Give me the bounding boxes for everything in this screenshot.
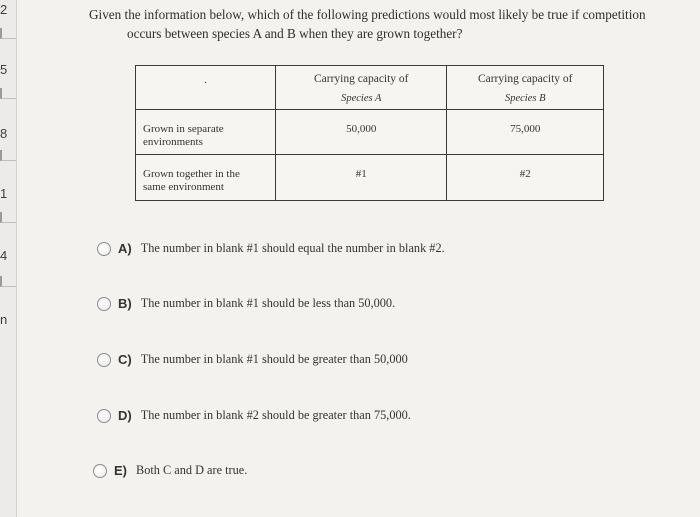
- cell-blank-2: #2: [447, 155, 604, 201]
- header-b-label: Carrying capacity of: [477, 73, 573, 85]
- option-letter: A): [118, 241, 132, 256]
- option-letter: E): [114, 463, 127, 478]
- question-line-1: Given the information below, which of the following predictions would most likely be true if competition: [89, 7, 646, 22]
- option-text: Both C and D are true.: [136, 463, 248, 477]
- question-text: [89, 5, 689, 43]
- corner-dot: ·: [203, 77, 208, 89]
- cell-blank-1: #1: [276, 155, 447, 201]
- row-label-line-1: Grown together in the: [143, 168, 240, 180]
- row-label-line-2: same environment: [143, 181, 224, 193]
- row-label-separate: [136, 110, 276, 155]
- row-label-line-2: environments: [143, 136, 203, 148]
- option-letter: D): [118, 408, 132, 423]
- header-b-species: Species B: [504, 93, 546, 104]
- header-a-label: Carrying capacity of: [314, 73, 409, 85]
- row-label-line-1: Grown in separate: [143, 123, 224, 135]
- cell-species-a-separate: 50,000: [276, 110, 447, 155]
- header-species-a: [276, 66, 447, 110]
- row-label-together: [136, 155, 276, 201]
- radio-button-icon[interactable]: [97, 242, 111, 256]
- table-row: [136, 155, 604, 201]
- carrying-capacity-table: [135, 65, 604, 201]
- table-corner-cell: [136, 66, 276, 110]
- radio-button-icon[interactable]: [97, 297, 111, 311]
- option-letter: C): [118, 352, 132, 367]
- option-text: The number in blank #1 should be greater than 50,000: [140, 352, 408, 366]
- cell-species-b-separate: 75,000: [447, 110, 604, 155]
- radio-button-icon[interactable]: [97, 353, 111, 367]
- answer-option-a[interactable]: [97, 241, 445, 256]
- rail-tick: [0, 212, 16, 223]
- answer-option-c[interactable]: [97, 352, 408, 367]
- rail-tick: [0, 88, 16, 99]
- radio-button-icon[interactable]: [97, 409, 111, 423]
- rail-tick: [0, 276, 16, 287]
- answer-option-b[interactable]: [97, 296, 395, 311]
- rail-number: 2: [0, 2, 8, 17]
- header-species-b: [447, 66, 604, 110]
- answer-option-d[interactable]: [97, 408, 411, 423]
- rail-tick: [0, 150, 16, 161]
- table-header-row: [136, 66, 604, 110]
- rail-number: 1: [0, 186, 8, 201]
- option-text: The number in blank #2 should be greater than 75,000.: [140, 408, 411, 422]
- option-text: The number in blank #1 should be less than 50,000.: [140, 296, 396, 310]
- rail-number: n: [0, 312, 8, 327]
- rail-tick: [0, 28, 16, 39]
- table-row: [136, 110, 604, 155]
- answer-option-e[interactable]: [93, 463, 247, 478]
- rail-number: 5: [0, 62, 8, 77]
- rail-number: 4: [0, 248, 8, 263]
- question-line-2: occurs between species A and B when they are grown together?: [127, 26, 463, 41]
- header-a-species: Species A: [341, 93, 382, 104]
- radio-button-icon[interactable]: [93, 464, 107, 478]
- rail-number: 8: [0, 126, 8, 141]
- option-letter: B): [118, 296, 132, 311]
- left-page-rail: [0, 0, 17, 517]
- option-text: The number in blank #1 should equal the number in blank #2.: [140, 241, 445, 255]
